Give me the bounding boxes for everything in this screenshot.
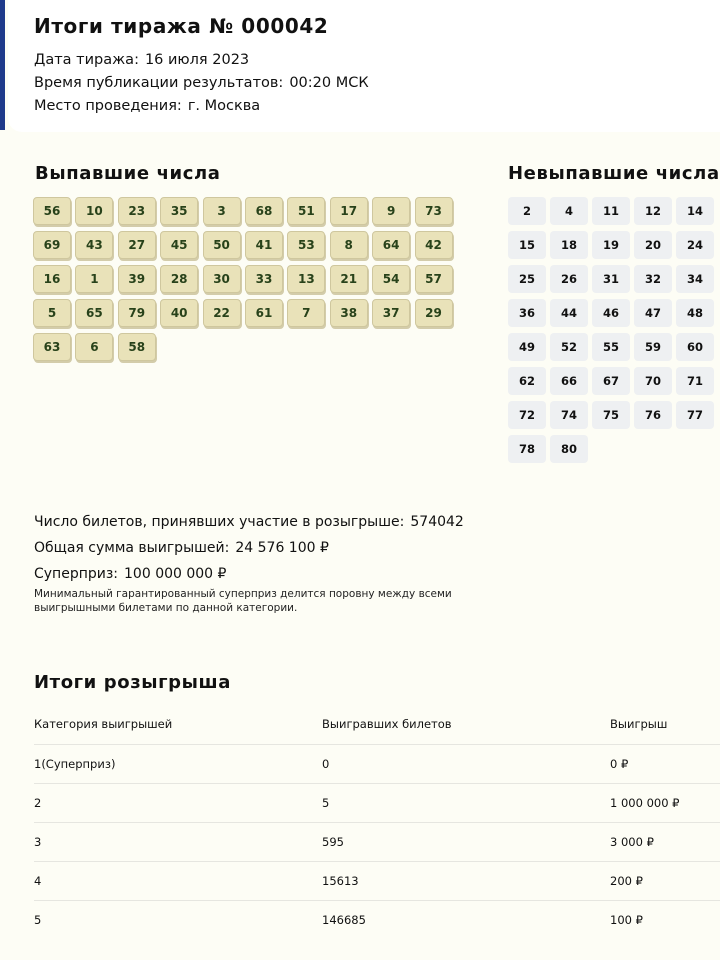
results-table-body: [34, 745, 720, 940]
undrawn-numbers-grid: [508, 197, 720, 463]
draw-place-value: г. Москва: [187, 98, 261, 114]
tickets-count-label: Число билетов, принявших участие в розыгрыше:: [34, 514, 405, 530]
prize-cell: 1 000 000 ₽: [610, 784, 720, 823]
undrawn-number: 76: [634, 401, 672, 429]
drawn-number: 68: [245, 197, 283, 225]
drawn-number: 58: [118, 333, 156, 361]
undrawn-number: 71: [676, 367, 714, 395]
undrawn-number: 47: [634, 299, 672, 327]
undrawn-number: 46: [592, 299, 630, 327]
drawn-number: 51: [287, 197, 325, 225]
drawn-number: 6: [75, 333, 113, 361]
drawn-number: 29: [415, 299, 453, 327]
table-row: [34, 862, 720, 901]
undrawn-number: 62: [508, 367, 546, 395]
total-winnings: [34, 540, 329, 556]
undrawn-number: 48: [676, 299, 714, 327]
undrawn-number: 49: [508, 333, 546, 361]
drawn-number: 8: [330, 231, 368, 259]
draw-place: [34, 98, 260, 114]
prize-cell: 3 000 ₽: [610, 823, 720, 862]
drawn-number: 27: [118, 231, 156, 259]
table-row: [34, 784, 720, 823]
undrawn-number: 80: [550, 435, 588, 463]
undrawn-number: 26: [550, 265, 588, 293]
drawn-number: 65: [75, 299, 113, 327]
undrawn-number: 34: [676, 265, 714, 293]
undrawn-number: 32: [634, 265, 672, 293]
column-header-category: Категория выигрышей: [34, 717, 173, 731]
tickets-count: [34, 514, 464, 530]
prize-cell: 0 ₽: [610, 745, 720, 784]
drawn-number: 35: [160, 197, 198, 225]
drawn-number: 28: [160, 265, 198, 293]
undrawn-number: 19: [592, 231, 630, 259]
undrawn-number: 31: [592, 265, 630, 293]
superprize: [34, 566, 226, 582]
drawn-number: 3: [203, 197, 241, 225]
prize-cell: 100 ₽: [610, 901, 720, 940]
winners-cell: 15613: [322, 862, 610, 901]
drawn-number: 42: [415, 231, 453, 259]
winners-cell: 146685: [322, 901, 610, 940]
undrawn-number: 52: [550, 333, 588, 361]
column-header-prize: Выигрыш: [610, 717, 668, 731]
drawn-number: 9: [372, 197, 410, 225]
draw-date-label: Дата тиража:: [34, 52, 139, 68]
prize-cell: 200 ₽: [610, 862, 720, 901]
drawn-number: 79: [118, 299, 156, 327]
drawn-number: 30: [203, 265, 241, 293]
table-row: [34, 823, 720, 862]
category-cell: 1(Суперприз): [34, 745, 322, 784]
drawn-number: 39: [118, 265, 156, 293]
tickets-count-value: 574042: [410, 514, 464, 530]
results-table-header: [34, 704, 720, 745]
drawn-number: 10: [75, 197, 113, 225]
undrawn-number: 20: [634, 231, 672, 259]
drawn-number: 21: [330, 265, 368, 293]
undrawn-number: 12: [634, 197, 672, 225]
drawn-number: 57: [415, 265, 453, 293]
winners-cell: 0: [322, 745, 610, 784]
category-cell: 4: [34, 862, 322, 901]
drawn-numbers-heading: Выпавшие числа: [35, 163, 221, 184]
results-heading: Итоги розыгрыша: [34, 672, 231, 693]
drawn-number: 23: [118, 197, 156, 225]
drawn-number: 53: [287, 231, 325, 259]
results-table: [34, 704, 720, 939]
drawn-number: 56: [33, 197, 71, 225]
undrawn-number: 60: [676, 333, 714, 361]
drawn-number: 5: [33, 299, 71, 327]
category-cell: 3: [34, 823, 322, 862]
undrawn-number: 2: [508, 197, 546, 225]
drawn-number: 13: [287, 265, 325, 293]
drawn-number: 40: [160, 299, 198, 327]
winners-cell: 595: [322, 823, 610, 862]
drawn-number: 41: [245, 231, 283, 259]
undrawn-numbers-heading: Невыпавшие числа: [508, 163, 720, 184]
drawn-numbers-grid: [33, 197, 453, 361]
column-header-winners: Выигравших билетов: [322, 717, 452, 731]
drawn-number: 43: [75, 231, 113, 259]
drawn-number: 22: [203, 299, 241, 327]
accent-bar: [0, 0, 5, 130]
undrawn-number: 15: [508, 231, 546, 259]
undrawn-number: 72: [508, 401, 546, 429]
drawn-number: 37: [372, 299, 410, 327]
drawn-number: 45: [160, 231, 198, 259]
undrawn-number: 66: [550, 367, 588, 395]
table-row: [34, 901, 720, 940]
publish-time-value: 00:20 МСК: [289, 75, 369, 91]
drawn-number: 50: [203, 231, 241, 259]
undrawn-number: 55: [592, 333, 630, 361]
undrawn-number: 25: [508, 265, 546, 293]
undrawn-number: 74: [550, 401, 588, 429]
undrawn-number: 36: [508, 299, 546, 327]
undrawn-number: 59: [634, 333, 672, 361]
drawn-number: 33: [245, 265, 283, 293]
undrawn-number: 75: [592, 401, 630, 429]
superprize-label: Суперприз:: [34, 566, 119, 582]
drawn-number: 73: [415, 197, 453, 225]
superprize-value: 100 000 000 ₽: [124, 566, 227, 582]
drawn-number: 64: [372, 231, 410, 259]
draw-date: [34, 52, 249, 68]
superprize-note: Минимальный гарантированный суперприз делится поровну между всеми выигрышными билетами по данной категории.: [34, 588, 452, 614]
drawn-number: 7: [287, 299, 325, 327]
undrawn-number: 67: [592, 367, 630, 395]
undrawn-number: 44: [550, 299, 588, 327]
total-winnings-label: Общая сумма выигрышей:: [34, 540, 230, 556]
undrawn-number: 4: [550, 197, 588, 225]
drawn-number: 1: [75, 265, 113, 293]
drawn-number: 63: [33, 333, 71, 361]
drawn-number: 54: [372, 265, 410, 293]
publish-time-label: Время публикации результатов:: [34, 75, 284, 91]
undrawn-number: 70: [634, 367, 672, 395]
draw-place-label: Место проведения:: [34, 98, 182, 114]
total-winnings-value: 24 576 100 ₽: [235, 540, 329, 556]
drawn-number: 61: [245, 299, 283, 327]
draw-date-value: 16 июля 2023: [144, 52, 250, 68]
drawn-number: 17: [330, 197, 368, 225]
undrawn-number: 78: [508, 435, 546, 463]
drawn-number: 69: [33, 231, 71, 259]
undrawn-number: 11: [592, 197, 630, 225]
winners-cell: 5: [322, 784, 610, 823]
page-title: Итоги тиража № 000042: [34, 14, 329, 38]
drawn-number: 16: [33, 265, 71, 293]
undrawn-number: 14: [676, 197, 714, 225]
publish-time: [34, 75, 369, 91]
undrawn-number: 77: [676, 401, 714, 429]
category-cell: 5: [34, 901, 322, 940]
table-row: [34, 745, 720, 784]
category-cell: 2: [34, 784, 322, 823]
drawn-number: 38: [330, 299, 368, 327]
undrawn-number: 18: [550, 231, 588, 259]
undrawn-number: 24: [676, 231, 714, 259]
